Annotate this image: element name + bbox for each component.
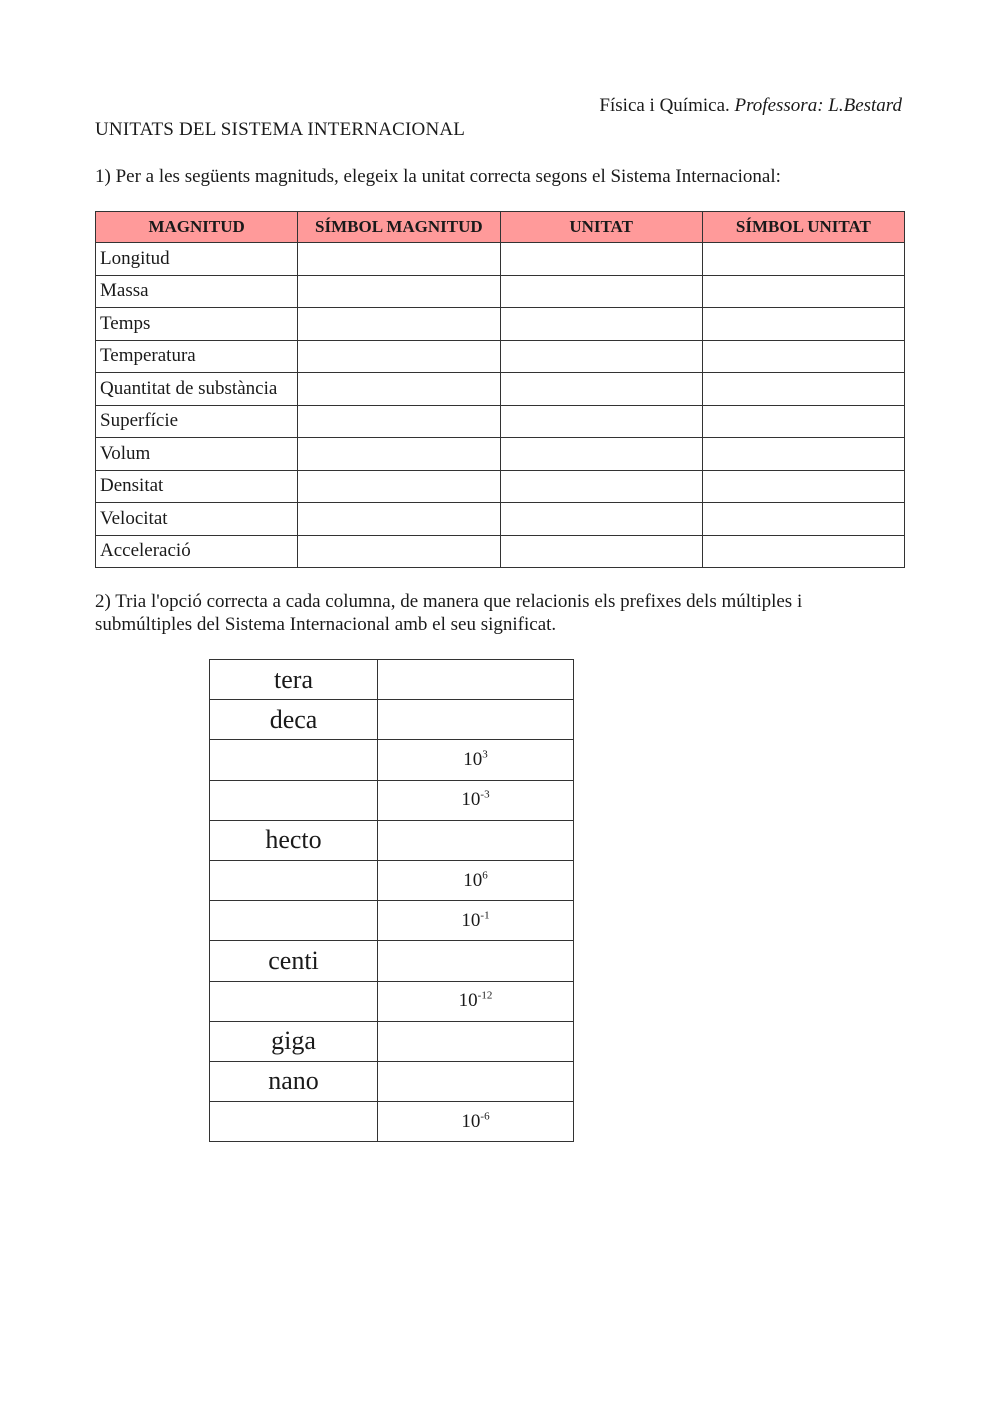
header-subject: Física i Química.	[599, 95, 730, 116]
simbol-magnitud-input[interactable]	[298, 243, 500, 276]
power-base: 10	[461, 1110, 481, 1132]
table-row	[96, 243, 905, 276]
column-header-simbol-unitat: SÍMBOL UNITAT	[702, 212, 904, 243]
simbol-unitat-input[interactable]	[702, 503, 904, 536]
header-teacher: Professora: L.Bestard	[734, 95, 902, 116]
prefix-cell: tera	[210, 660, 378, 700]
table-row	[96, 340, 905, 373]
simbol-magnitud-input[interactable]	[298, 503, 500, 536]
simbol-unitat-input[interactable]	[702, 243, 904, 276]
power-exponent: -1	[480, 909, 490, 922]
power-cell[interactable]	[378, 700, 574, 740]
simbol-unitat-input[interactable]	[702, 470, 904, 503]
power-cell[interactable]	[378, 1021, 574, 1061]
prefix-cell: centi	[210, 941, 378, 981]
power-cell	[378, 780, 574, 820]
magnitud-cell: Volum	[96, 438, 298, 471]
power-cell[interactable]	[378, 1061, 574, 1101]
table-row	[96, 470, 905, 503]
question-1-text: 1) Per a les següents magnituds, elegeix la unitat correcta segons el Sistema Internacional:	[95, 166, 781, 187]
simbol-unitat-input[interactable]	[702, 535, 904, 568]
power-cell[interactable]	[378, 820, 574, 860]
power-cell[interactable]	[378, 941, 574, 981]
unitat-input[interactable]	[500, 275, 702, 308]
unitat-input[interactable]	[500, 373, 702, 406]
magnitud-cell: Velocitat	[96, 503, 298, 536]
simbol-magnitud-input[interactable]	[298, 438, 500, 471]
table-row	[96, 503, 905, 536]
table-row	[210, 1021, 574, 1061]
simbol-magnitud-input[interactable]	[298, 405, 500, 438]
unitat-input[interactable]	[500, 308, 702, 341]
unitat-input[interactable]	[500, 503, 702, 536]
table-row	[210, 901, 574, 941]
magnitud-cell: Temperatura	[96, 340, 298, 373]
prefix-cell[interactable]	[210, 1102, 378, 1142]
question-2-text: 2) Tria l'opció correcta a cada columna, de manera que relacionis els prefixes dels múltiples i submúltiples del Sistema Internacional amb el seu significat.	[95, 591, 803, 635]
table-row	[96, 308, 905, 341]
table-row	[210, 860, 574, 900]
power-exponent: -3	[480, 788, 490, 801]
prefix-cell[interactable]	[210, 901, 378, 941]
simbol-unitat-input[interactable]	[702, 373, 904, 406]
table-row	[96, 373, 905, 406]
table-row	[96, 405, 905, 438]
magnitud-cell: Densitat	[96, 470, 298, 503]
prefix-cell: nano	[210, 1061, 378, 1101]
magnitud-cell: Acceleració	[96, 535, 298, 568]
simbol-magnitud-input[interactable]	[298, 340, 500, 373]
table-row	[96, 535, 905, 568]
table-row	[210, 660, 574, 700]
power-base: 10	[458, 990, 478, 1012]
simbol-unitat-input[interactable]	[702, 308, 904, 341]
prefix-cell[interactable]	[210, 740, 378, 780]
prefix-table	[209, 659, 574, 1142]
power-cell	[378, 981, 574, 1021]
header-subject-teacher	[599, 95, 902, 117]
table-row	[210, 780, 574, 820]
table-row	[96, 438, 905, 471]
table-row	[210, 941, 574, 981]
simbol-unitat-input[interactable]	[702, 405, 904, 438]
power-base: 10	[463, 748, 483, 770]
prefix-cell[interactable]	[210, 981, 378, 1021]
magnitud-cell: Longitud	[96, 243, 298, 276]
unitat-input[interactable]	[500, 470, 702, 503]
simbol-unitat-input[interactable]	[702, 340, 904, 373]
power-cell[interactable]	[378, 660, 574, 700]
unitat-input[interactable]	[500, 438, 702, 471]
table-row	[210, 820, 574, 860]
power-exponent: 3	[482, 748, 488, 761]
power-cell	[378, 901, 574, 941]
simbol-magnitud-input[interactable]	[298, 470, 500, 503]
units-table-header-row	[96, 212, 905, 243]
simbol-magnitud-input[interactable]	[298, 275, 500, 308]
simbol-magnitud-input[interactable]	[298, 535, 500, 568]
table-row	[210, 700, 574, 740]
power-base: 10	[461, 909, 481, 931]
units-table	[95, 211, 905, 568]
table-row	[96, 275, 905, 308]
table-row	[210, 981, 574, 1021]
simbol-magnitud-input[interactable]	[298, 308, 500, 341]
magnitud-cell: Temps	[96, 308, 298, 341]
power-base: 10	[461, 789, 481, 811]
table-row	[210, 1102, 574, 1142]
power-cell	[378, 860, 574, 900]
column-header-simbol-magnitud: SÍMBOL MAGNITUD	[298, 212, 500, 243]
prefix-cell[interactable]	[210, 780, 378, 820]
prefix-cell[interactable]	[210, 860, 378, 900]
prefix-cell: deca	[210, 700, 378, 740]
unitat-input[interactable]	[500, 405, 702, 438]
power-base: 10	[463, 869, 483, 891]
prefix-cell: hecto	[210, 820, 378, 860]
magnitud-cell: Quantitat de substància	[96, 373, 298, 406]
magnitud-cell: Massa	[96, 275, 298, 308]
column-header-unitat: UNITAT	[500, 212, 702, 243]
table-row	[210, 1061, 574, 1101]
power-exponent: -6	[480, 1110, 490, 1123]
power-cell	[378, 740, 574, 780]
power-exponent: -12	[477, 989, 493, 1002]
simbol-unitat-input[interactable]	[702, 438, 904, 471]
column-header-magnitud: MAGNITUD	[96, 212, 298, 243]
prefix-cell: giga	[210, 1021, 378, 1061]
power-exponent: 6	[482, 869, 488, 882]
table-row	[210, 740, 574, 780]
unitat-input[interactable]	[500, 243, 702, 276]
power-cell	[378, 1102, 574, 1142]
simbol-unitat-input[interactable]	[702, 275, 904, 308]
magnitud-cell: Superfície	[96, 405, 298, 438]
simbol-magnitud-input[interactable]	[298, 373, 500, 406]
unitat-input[interactable]	[500, 535, 702, 568]
document-title: UNITATS DEL SISTEMA INTERNACIONAL	[95, 119, 466, 140]
unitat-input[interactable]	[500, 340, 702, 373]
